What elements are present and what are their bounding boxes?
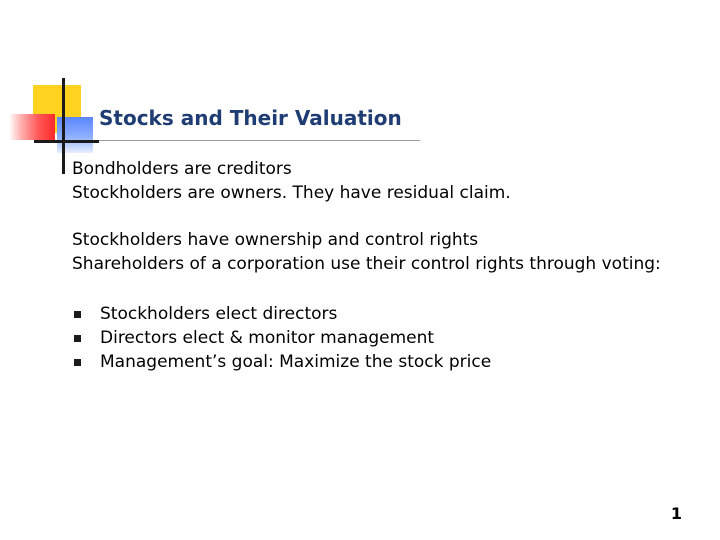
- page-number: 1: [670, 504, 682, 523]
- text-line: Stockholders have ownership and control rights: [72, 230, 479, 250]
- logo-red-bar: [9, 114, 55, 140]
- text-line: Shareholders of a corporation use their control rights through voting:: [72, 254, 661, 274]
- bullet-text: Stockholders elect directors: [100, 304, 338, 324]
- paragraph-creditors-owners: [72, 157, 511, 205]
- title-underline: [99, 140, 420, 141]
- paragraph-control-rights: [72, 228, 661, 276]
- square-bullet-icon: [74, 359, 81, 366]
- bullet-text: Directors elect & monitor management: [100, 328, 435, 348]
- bullet-text: Management’s goal: Maximize the stock price: [100, 352, 492, 372]
- text-line: Bondholders are creditors: [72, 159, 292, 179]
- logo-horizontal-line: [34, 140, 99, 143]
- text-line: Stockholders are owners. They have residual claim.: [72, 183, 511, 203]
- slide-title: Stocks and Their Valuation: [99, 106, 402, 130]
- logo-vertical-line: [62, 78, 65, 174]
- square-bullet-icon: [74, 311, 81, 318]
- square-bullet-icon: [74, 335, 81, 342]
